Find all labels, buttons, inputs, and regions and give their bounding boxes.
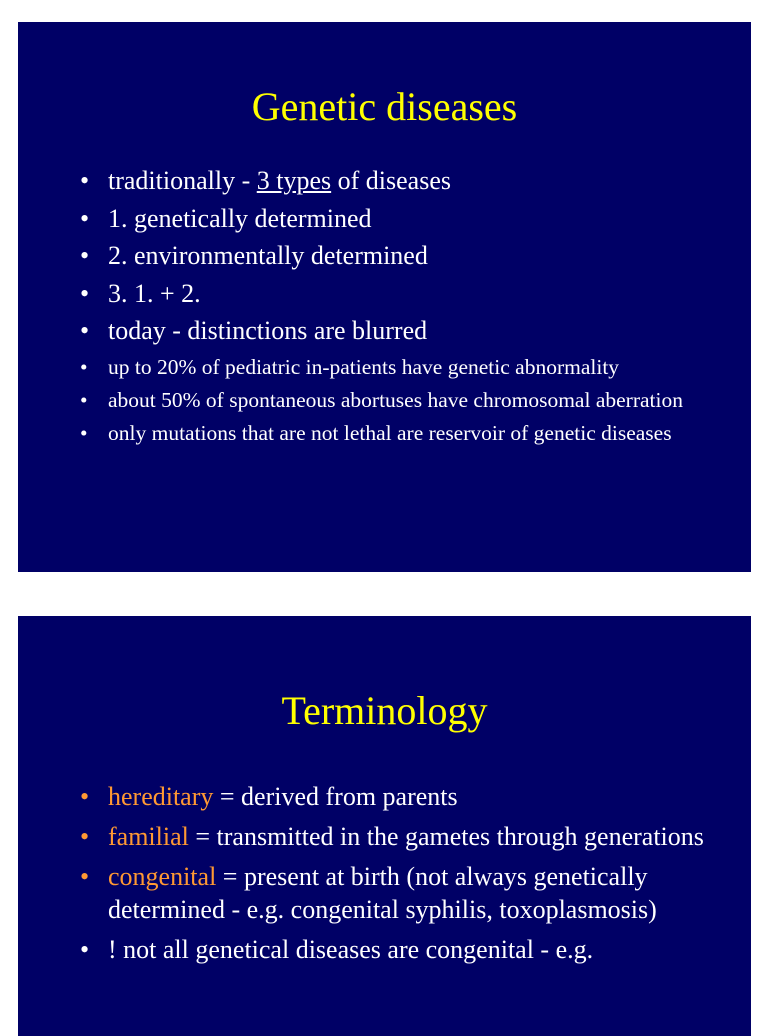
- bullet-item: [18, 780, 751, 813]
- bullet-item: [18, 354, 723, 380]
- bullet-text: of diseases: [331, 166, 451, 195]
- bullet-dot: •: [80, 354, 88, 379]
- slide-title: Genetic diseases: [251, 84, 518, 129]
- bullet-text: 1. genetically determined: [108, 203, 372, 233]
- bullet-item: [18, 316, 723, 346]
- bullet-dot: •: [80, 935, 90, 964]
- bullet-item: [18, 420, 723, 446]
- bullet-underlined-text: 3 types: [256, 166, 332, 195]
- bullet-item: [18, 204, 723, 234]
- slide-genetic-diseases: [18, 22, 751, 572]
- slide-terminology: [18, 616, 751, 1036]
- bullet-dot: •: [80, 387, 88, 412]
- bullet-item: [18, 820, 751, 853]
- bullet-item: [18, 860, 751, 926]
- term-definition: = present at birth (not always genetically determined - e.g. congenital syphilis, toxoplasmosis): [108, 862, 657, 924]
- bullet-text: 2. environmentally determined: [108, 241, 428, 270]
- bullet-list: [18, 780, 751, 973]
- bullet-item: [18, 933, 751, 966]
- bullet-text: up to 20% of pediatric in-patients have genetic abnormality: [108, 354, 620, 379]
- bullet-dot: •: [80, 822, 90, 851]
- bullet-dot: •: [80, 203, 90, 233]
- term-definition: = transmitted in the gametes through generations: [188, 822, 704, 851]
- bullet-text: today - distinctions are blurred: [108, 316, 428, 345]
- slide-title: Terminology: [281, 688, 488, 733]
- bullet-text: traditionally -: [108, 166, 257, 195]
- bullet-dot: •: [80, 241, 90, 270]
- bullet-dot: •: [80, 862, 90, 891]
- term-definition: = derived from parents: [213, 782, 458, 811]
- bullet-item: [18, 166, 723, 196]
- term-label: familial: [108, 822, 189, 851]
- bullet-text: only mutations that are not lethal are reservoir of genetic diseases: [108, 420, 672, 445]
- term-label: hereditary: [108, 782, 214, 811]
- bullet-dot: •: [80, 166, 90, 195]
- bullet-dot: •: [80, 278, 90, 308]
- bullet-dot: •: [80, 316, 90, 345]
- bullet-text: ! not all genetical diseases are congenital - e.g.: [108, 935, 594, 964]
- bullet-item: [18, 241, 723, 271]
- bullet-text: about 50% of spontaneous abortuses have chromosomal aberration: [108, 387, 683, 412]
- bullet-dot: •: [80, 420, 88, 445]
- bullet-text: 3. 1. + 2.: [108, 278, 201, 308]
- bullet-item: [18, 387, 723, 413]
- bullet-dot: •: [80, 782, 90, 811]
- bullet-item: [18, 279, 723, 309]
- term-label: congenital: [108, 862, 217, 891]
- bullet-list: [18, 166, 723, 453]
